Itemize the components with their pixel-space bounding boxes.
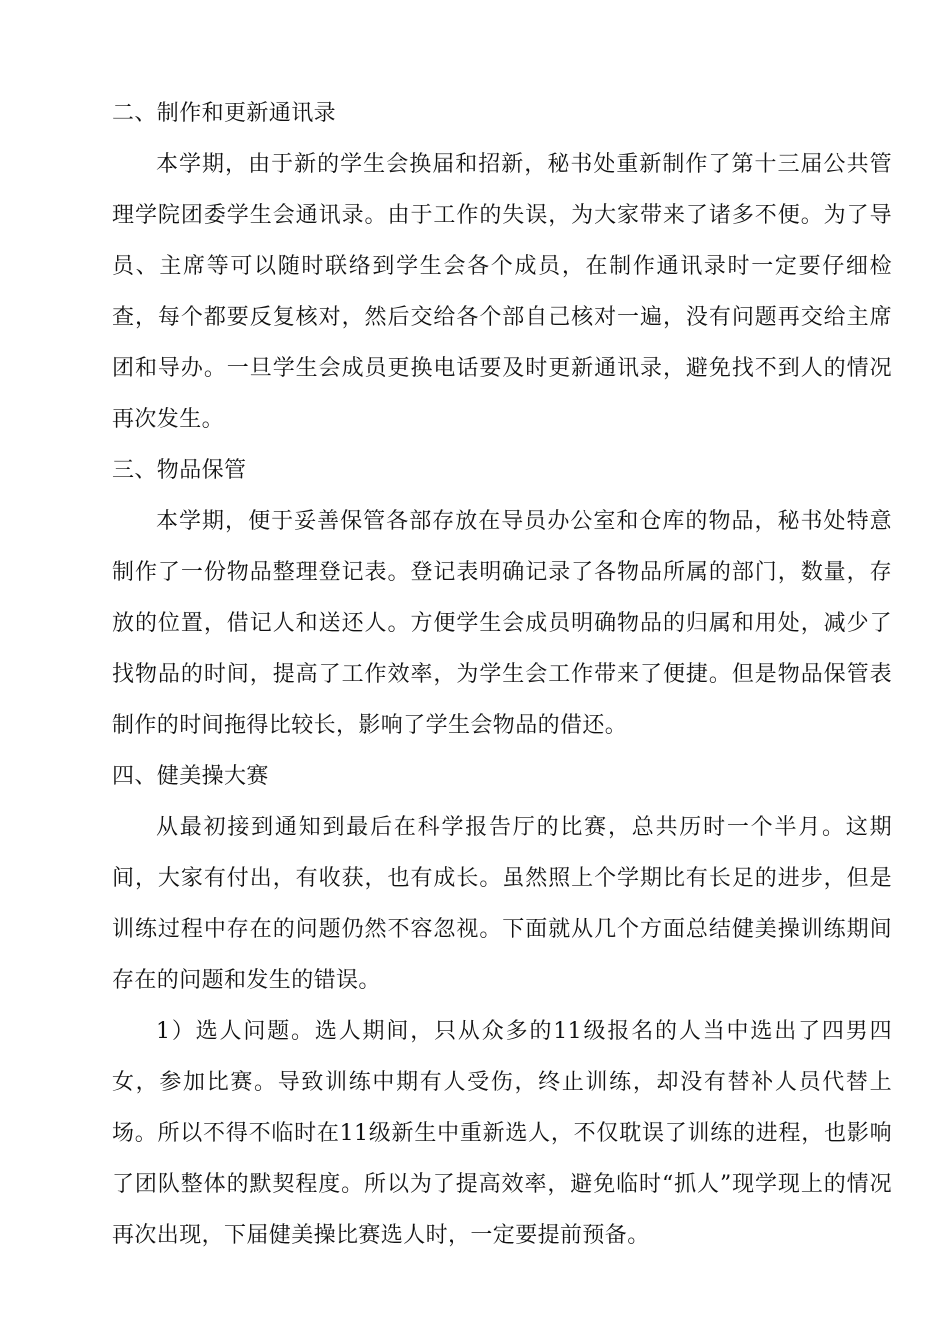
paragraph-item-storage: 本学期，便于妥善保管各部存放在导员办公室和仓库的物品，秘书处特意制作了一份物品整理登记表。登记表明确记录了各物品所属的部门，数量，存放的位置，借记人和送还人。方便学生会成员明确物品的归属和用处，减少了找物品的时间，提高了工作效率，为学生会工作带来了便捷。但是物品保管表制作的时间拖得比较长，影响了学生会物品的借还。 <box>112 509 892 738</box>
paragraph-address-book: 本学期，由于新的学生会换届和招新，秘书处重新制作了第十三届公共管理学院团委学生会通讯录。由于工作的失误，为大家带来了诸多不便。为了导员、主席等可以随时联络到学生会各个成员，在制作通讯录时一定要仔细检查，每个都要反复核对，然后交给各个部自己核对一遍，没有问题再交给主席团和导办。一旦学生会成员更换电话要及时更新通讯录，避免找不到人的情况再次发生。 <box>112 152 892 432</box>
document-body <box>112 88 892 1261</box>
paragraph-member-selection: 1）选人问题。选人期间，只从众多的11级报名的人当中选出了四男四女，参加比赛。导致训练中期有人受伤，终止训练，却没有替补人员代替上场。所以不得不临时在11级新生中重新选人，不仅耽误了训练的进程，也影响了团队整体的默契程度。所以为了提高效率，避免临时“抓人”现学现上的情况再次出现，下届健美操比赛选人时，一定要提前预备。 <box>112 1019 892 1248</box>
section-heading-item-storage: 三、物品保管 <box>112 458 247 483</box>
section-heading-address-book: 二、制作和更新通讯录 <box>112 101 337 126</box>
paragraph-aerobics-summary: 从最初接到通知到最后在科学报告厅的比赛，总共历时一个半月。这期间，大家有付出，有收获，也有成长。虽然照上个学期比有长足的进步，但是训练过程中存在的问题仍然不容忽视。下面就从几个方面总结健美操训练期间存在的问题和发生的错误。 <box>112 815 892 993</box>
section-heading-aerobics-contest: 四、健美操大赛 <box>112 764 269 789</box>
